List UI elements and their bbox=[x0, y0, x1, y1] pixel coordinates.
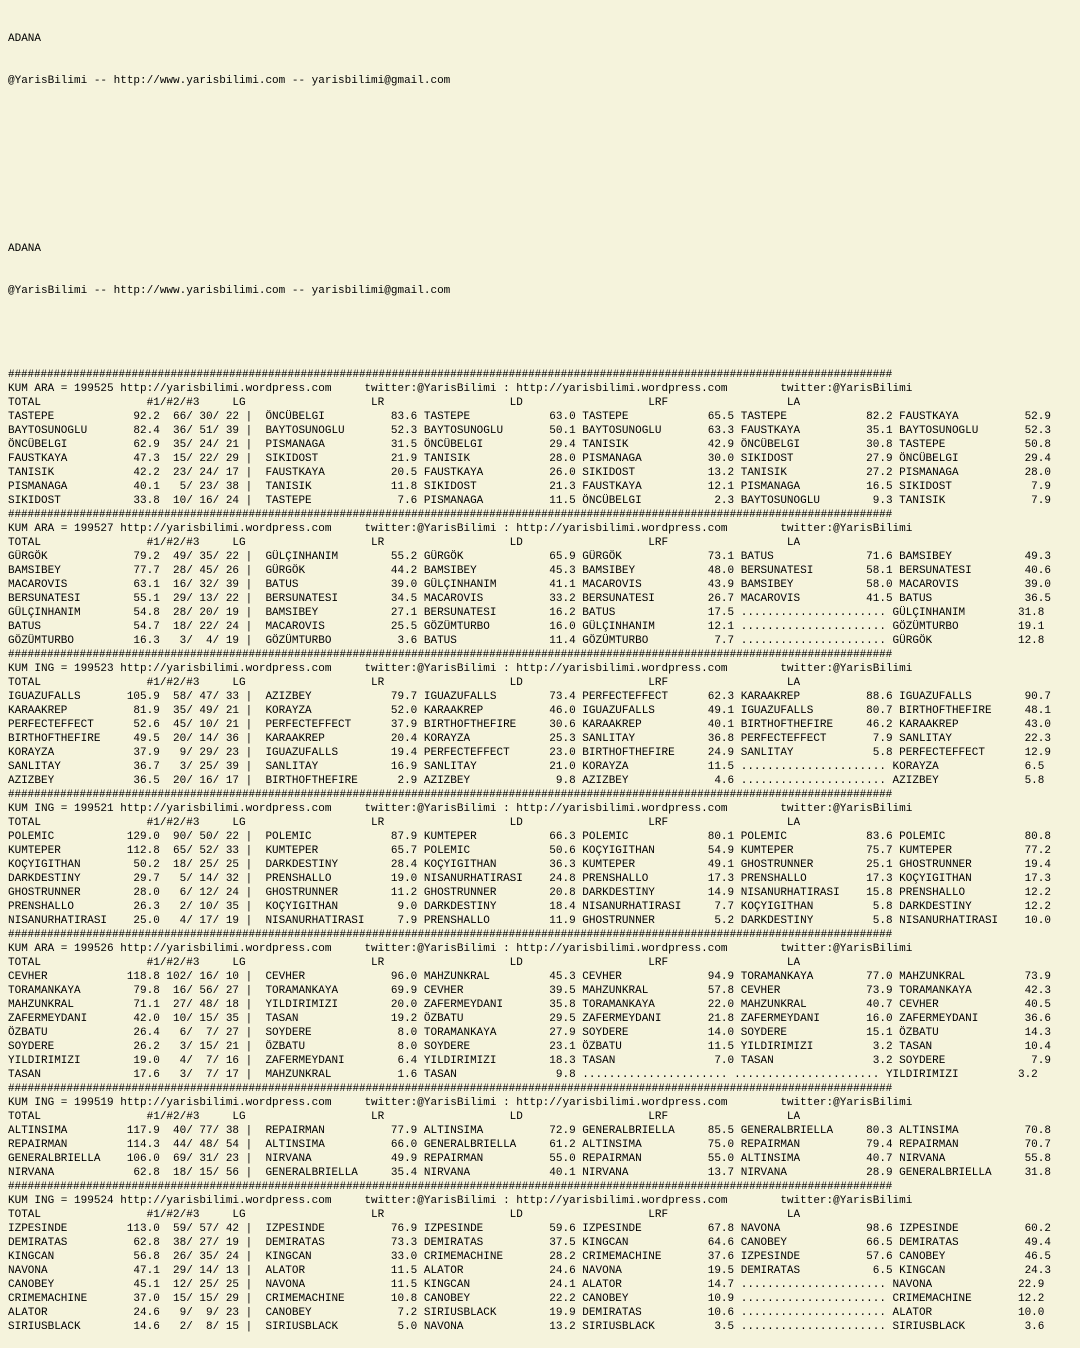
separator-line: ######################################################################################################################################## bbox=[8, 1181, 893, 1193]
table-row: YILDIRIMIZI 19.0 4/ 7/ 16 | ZAFERMEYDANI 6.4 YILDIRIMIZI 18.3 TASAN 7.0 TASAN 3.2 SOYDERE 7.9 bbox=[8, 1055, 1051, 1067]
table-row: DARKDESTINY 29.7 5/ 14/ 32 | PRENSHALLO 19.0 NISANURHATIRASI 24.8 PRENSHALLO 17.3 PRENSHALLO 17.3 KOÇYIGITHAN 17.3 bbox=[8, 873, 1051, 885]
table-row: IZPESINDE 113.0 59/ 57/ 42 | IZPESINDE 76.9 IZPESINDE 59.6 IZPESINDE 67.8 NAVONA 98.6 IZPESINDE 60.2 bbox=[8, 1223, 1051, 1235]
table-row: SIKIDOST 33.8 10/ 16/ 24 | TASTEPE 7.6 PISMANAGA 11.5 ÖNCÜBELGI 2.3 BAYTOSUNOGLU 9.3 TANISIK 7.9 bbox=[8, 495, 1051, 507]
race-tables bbox=[8, 368, 1080, 1334]
spacer bbox=[8, 116, 1080, 130]
header-title: ADANA bbox=[8, 33, 42, 45]
table-row: AZIZBEY 36.5 20/ 16/ 17 | BIRTHOFTHEFIRE 2.9 AZIZBEY 9.8 AZIZBEY 4.6 ...................... AZIZBEY 5.8 bbox=[8, 775, 1045, 787]
table-row: DEMIRATAS 62.8 38/ 27/ 19 | DEMIRATAS 73.3 DEMIRATAS 37.5 KINGCAN 64.6 CANOBEY 66.5 DEMIRATAS 49.4 bbox=[8, 1237, 1051, 1249]
column-headers: TOTAL #1/#2/#3 LG LR LD LRF LA bbox=[8, 957, 801, 969]
table-row: MAHZUNKRAL 71.1 27/ 48/ 18 | YILDIRIMIZI 20.0 ZAFERMEYDANI 35.8 TORAMANKAYA 22.0 MAHZUNKRAL 40.7 CEVHER 40.5 bbox=[8, 999, 1051, 1011]
race-header: KUM ARA = 199527 http://yarisbilimi.wordpress.com twitter:@YarisBilimi : http://yarisbilimi.wordpress.com twitter:@YarisBilimi bbox=[8, 523, 913, 535]
separator-line: ######################################################################################################################################## bbox=[8, 1083, 893, 1095]
table-row: GÜRGÖK 79.2 49/ 35/ 22 | GÜLÇINHANIM 55.2 GÜRGÖK 65.9 GÜRGÖK 73.1 BATUS 71.6 BAMSIBEY 49.3 bbox=[8, 551, 1051, 563]
table-row: PRENSHALLO 26.3 2/ 10/ 35 | KOÇYIGITHAN 9.0 DARKDESTINY 18.4 NISANURHATIRASI 7.7 KOÇYIGITHAN 5.8 DARKDESTINY 12.2 bbox=[8, 901, 1051, 913]
table-row: GÖZÜMTURBO 16.3 3/ 4/ 19 | GÖZÜMTURBO 3.6 BATUS 11.4 GÖZÜMTURBO 7.7 ...................... GÜRGÖK 12.8 bbox=[8, 635, 1045, 647]
table-row: ÖZBATU 26.4 6/ 7/ 27 | SOYDERE 8.0 TORAMANKAYA 27.9 SOYDERE 14.0 SOYDERE 15.1 ÖZBATU 14.3 bbox=[8, 1027, 1051, 1039]
separator-line: ######################################################################################################################################## bbox=[8, 789, 893, 801]
table-row: PERFECTEFFECT 52.6 45/ 10/ 21 | PERFECTEFFECT 37.9 BIRTHOFTHEFIRE 30.6 KARAAKREP 40.1 BIRTHOFTHEFIRE 46.2 KARAAKREP 43.0 bbox=[8, 719, 1051, 731]
separator-line: ######################################################################################################################################## bbox=[8, 929, 893, 941]
header-contact-repeat: @YarisBilimi -- http://www.yarisbilimi.com -- yarisbilimi@gmail.com bbox=[8, 285, 451, 297]
table-row: IGUAZUFALLS 105.9 58/ 47/ 33 | AZIZBEY 79.7 IGUAZUFALLS 73.4 PERFECTEFFECT 62.3 KARAAKREP 88.6 IGUAZUFALLS 90.7 bbox=[8, 691, 1051, 703]
table-row: KARAAKREP 81.9 35/ 49/ 21 | KORAYZA 52.0 KARAAKREP 46.0 IGUAZUFALLS 49.1 IGUAZUFALLS 80.7 BIRTHOFTHEFIRE 48.1 bbox=[8, 705, 1051, 717]
column-headers: TOTAL #1/#2/#3 LG LR LD LRF LA bbox=[8, 677, 801, 689]
separator-line: ######################################################################################################################################## bbox=[8, 649, 893, 661]
table-row: TORAMANKAYA 79.8 16/ 56/ 27 | TORAMANKAYA 69.9 CEVHER 39.5 MAHZUNKRAL 57.8 CEVHER 73.9 TORAMANKAYA 42.3 bbox=[8, 985, 1051, 997]
table-row: BAMSIBEY 77.7 28/ 45/ 26 | GÜRGÖK 44.2 BAMSIBEY 45.3 BAMSIBEY 48.0 BERSUNATESI 58.1 BERSUNATESI 40.6 bbox=[8, 565, 1051, 577]
race-header: KUM ING = 199521 http://yarisbilimi.wordpress.com twitter:@YarisBilimi : http://yarisbilimi.wordpress.com twitter:@YarisBilimi bbox=[8, 803, 913, 815]
table-row: REPAIRMAN 114.3 44/ 48/ 54 | ALTINSIMA 66.0 GENERALBRIELLA 61.2 ALTINSIMA 75.0 REPAIRMAN 79.4 REPAIRMAN 70.7 bbox=[8, 1139, 1051, 1151]
table-row: ZAFERMEYDANI 42.0 10/ 15/ 35 | TASAN 19.2 ÖZBATU 29.5 ZAFERMEYDANI 21.8 ZAFERMEYDANI 16.0 ZAFERMEYDANI 36.6 bbox=[8, 1013, 1051, 1025]
separator-line: ######################################################################################################################################## bbox=[8, 509, 893, 521]
table-row: CANOBEY 45.1 12/ 25/ 25 | NAVONA 11.5 KINGCAN 24.1 ALATOR 14.7 ...................... NAVONA 22.9 bbox=[8, 1279, 1045, 1291]
table-row: BAYTOSUNOGLU 82.4 36/ 51/ 39 | BAYTOSUNOGLU 52.3 BAYTOSUNOGLU 50.1 BAYTOSUNOGLU 63.3 FAUSTKAYA 35.1 BAYTOSUNOGLU 52.3 bbox=[8, 425, 1051, 437]
table-row: FAUSTKAYA 47.3 15/ 22/ 29 | SIKIDOST 21.9 TANISIK 28.0 PISMANAGA 30.0 SIKIDOST 27.9 ÖNCÜBELGI 29.4 bbox=[8, 453, 1051, 465]
table-row: NIRVANA 62.8 18/ 15/ 56 | GENERALBRIELLA 35.4 NIRVANA 40.1 NIRVANA 13.7 NIRVANA 28.9 GENERALBRIELLA 31.8 bbox=[8, 1167, 1051, 1179]
race-header: KUM ING = 199519 http://yarisbilimi.wordpress.com twitter:@YarisBilimi : http://yarisbilimi.wordpress.com twitter:@YarisBilimi bbox=[8, 1097, 913, 1109]
race-header: KUM ING = 199524 http://yarisbilimi.wordpress.com twitter:@YarisBilimi : http://yarisbilimi.wordpress.com twitter:@YarisBilimi bbox=[8, 1195, 913, 1207]
header-title-repeat: ADANA bbox=[8, 243, 42, 255]
table-row: TASTEPE 92.2 66/ 30/ 22 | ÖNCÜBELGI 83.6 TASTEPE 63.0 TASTEPE 65.5 TASTEPE 82.2 FAUSTKAYA 52.9 bbox=[8, 411, 1051, 423]
table-row: PISMANAGA 40.1 5/ 23/ 38 | TANISIK 11.8 SIKIDOST 21.3 FAUSTKAYA 12.1 PISMANAGA 16.5 SIKIDOST 7.9 bbox=[8, 481, 1051, 493]
column-headers: TOTAL #1/#2/#3 LG LR LD LRF LA bbox=[8, 397, 801, 409]
table-row: TASAN 17.6 3/ 7/ 17 | MAHZUNKRAL 1.6 TASAN 9.8 ...................... ...................... YILDIRIMIZI 3.2 bbox=[8, 1069, 1038, 1081]
table-row: GÜLÇINHANIM 54.8 28/ 20/ 19 | BAMSIBEY 27.1 BERSUNATESI 16.2 BATUS 17.5 ...................... GÜLÇINHANIM 31.8 bbox=[8, 607, 1045, 619]
table-row: ALATOR 24.6 9/ 9/ 23 | CANOBEY 7.2 SIRIUSBLACK 19.9 DEMIRATAS 10.6 ...................... ALATOR 10.0 bbox=[8, 1307, 1045, 1319]
column-headers: TOTAL #1/#2/#3 LG LR LD LRF LA bbox=[8, 1111, 801, 1123]
table-row: ALTINSIMA 117.9 40/ 77/ 38 | REPAIRMAN 77.9 ALTINSIMA 72.9 GENERALBRIELLA 85.5 GENERALBRIELLA 80.3 ALTINSIMA 70.8 bbox=[8, 1125, 1051, 1137]
spacer bbox=[8, 326, 1080, 340]
header-contact: @YarisBilimi -- http://www.yarisbilimi.com -- yarisbilimi@gmail.com bbox=[8, 75, 451, 87]
table-row: SANLITAY 36.7 3/ 25/ 39 | SANLITAY 16.9 SANLITAY 21.0 KORAYZA 11.5 ...................... KORAYZA 6.5 bbox=[8, 761, 1045, 773]
separator-line: ######################################################################################################################################## bbox=[8, 369, 893, 381]
table-row: SOYDERE 26.2 3/ 15/ 21 | ÖZBATU 8.0 SOYDERE 23.1 ÖZBATU 11.5 YILDIRIMIZI 3.2 TASAN 10.4 bbox=[8, 1041, 1051, 1053]
table-row: BIRTHOFTHEFIRE 49.5 20/ 14/ 36 | KARAAKREP 20.4 KORAYZA 25.3 SANLITAY 36.8 PERFECTEFFECT 7.9 SANLITAY 22.3 bbox=[8, 733, 1051, 745]
table-row: POLEMIC 129.0 90/ 50/ 22 | POLEMIC 87.9 KUMTEPER 66.3 POLEMIC 80.1 POLEMIC 83.6 POLEMIC 80.8 bbox=[8, 831, 1051, 843]
race-header: KUM ARA = 199525 http://yarisbilimi.wordpress.com twitter:@YarisBilimi : http://yarisbilimi.wordpress.com twitter:@YarisBilimi bbox=[8, 383, 913, 395]
table-row: BERSUNATESI 55.1 29/ 13/ 22 | BERSUNATESI 34.5 MACAROVIS 33.2 BERSUNATESI 26.7 MACAROVIS 41.5 BATUS 36.5 bbox=[8, 593, 1051, 605]
results-document bbox=[8, 4, 1080, 1348]
table-row: KOÇYIGITHAN 50.2 18/ 25/ 25 | DARKDESTINY 28.4 KOÇYIGITHAN 36.3 KUMTEPER 49.1 GHOSTRUNNER 25.1 GHOSTRUNNER 19.4 bbox=[8, 859, 1051, 871]
table-row: BATUS 54.7 18/ 22/ 24 | MACAROVIS 25.5 GÖZÜMTURBO 16.0 GÜLÇINHANIM 12.1 ...................... GÖZÜMTURBO 19.1 bbox=[8, 621, 1045, 633]
column-headers: TOTAL #1/#2/#3 LG LR LD LRF LA bbox=[8, 817, 801, 829]
table-row: KINGCAN 56.8 26/ 35/ 24 | KINGCAN 33.0 CRIMEMACHINE 28.2 CRIMEMACHINE 37.6 IZPESINDE 57.6 CANOBEY 46.5 bbox=[8, 1251, 1051, 1263]
column-headers: TOTAL #1/#2/#3 LG LR LD LRF LA bbox=[8, 537, 801, 549]
race-header: KUM ARA = 199526 http://yarisbilimi.wordpress.com twitter:@YarisBilimi : http://yarisbilimi.wordpress.com twitter:@YarisBilimi bbox=[8, 943, 913, 955]
table-row: NAVONA 47.1 29/ 14/ 13 | ALATOR 11.5 ALATOR 24.6 NAVONA 19.5 DEMIRATAS 6.5 KINGCAN 24.3 bbox=[8, 1265, 1051, 1277]
table-row: KUMTEPER 112.8 65/ 52/ 33 | KUMTEPER 65.7 POLEMIC 50.6 KOÇYIGITHAN 54.9 KUMTEPER 75.7 KUMTEPER 77.2 bbox=[8, 845, 1051, 857]
column-headers: TOTAL #1/#2/#3 LG LR LD LRF LA bbox=[8, 1209, 801, 1221]
spacer bbox=[8, 200, 1080, 214]
spacer bbox=[8, 158, 1080, 172]
table-row: ÖNCÜBELGI 62.9 35/ 24/ 21 | PISMANAGA 31.5 ÖNCÜBELGI 29.4 TANISIK 42.9 ÖNCÜBELGI 30.8 TASTEPE 50.8 bbox=[8, 439, 1051, 451]
table-row: TANISIK 42.2 23/ 24/ 17 | FAUSTKAYA 20.5 FAUSTKAYA 26.0 SIKIDOST 13.2 TANISIK 27.2 PISMANAGA 28.0 bbox=[8, 467, 1051, 479]
table-row: KORAYZA 37.9 9/ 29/ 23 | IGUAZUFALLS 19.4 PERFECTEFFECT 23.0 BIRTHOFTHEFIRE 24.9 SANLITAY 5.8 PERFECTEFFECT 12.9 bbox=[8, 747, 1051, 759]
table-row: MACAROVIS 63.1 16/ 32/ 39 | BATUS 39.0 GÜLÇINHANIM 41.1 MACAROVIS 43.9 BAMSIBEY 58.0 MACAROVIS 39.0 bbox=[8, 579, 1051, 591]
table-row: CRIMEMACHINE 37.0 15/ 15/ 29 | CRIMEMACHINE 10.8 CANOBEY 22.2 CANOBEY 10.9 ...................... CRIMEMACHINE 12.2 bbox=[8, 1293, 1045, 1305]
table-row: GENERALBRIELLA 106.0 69/ 31/ 23 | NIRVANA 49.9 REPAIRMAN 55.0 REPAIRMAN 55.0 ALTINSIMA 40.7 NIRVANA 55.8 bbox=[8, 1153, 1051, 1165]
table-row: NISANURHATIRASI 25.0 4/ 17/ 19 | NISANURHATIRASI 7.9 PRENSHALLO 11.9 GHOSTRUNNER 5.2 DARKDESTINY 5.8 NISANURHATIRASI 10.0 bbox=[8, 915, 1051, 927]
table-row: SIRIUSBLACK 14.6 2/ 8/ 15 | SIRIUSBLACK 5.0 NAVONA 13.2 SIRIUSBLACK 3.5 ...................... SIRIUSBLACK 3.6 bbox=[8, 1321, 1045, 1333]
table-row: GHOSTRUNNER 28.0 6/ 12/ 24 | GHOSTRUNNER 11.2 GHOSTRUNNER 20.8 DARKDESTINY 14.9 NISANURHATIRASI 15.8 PRENSHALLO 12.2 bbox=[8, 887, 1051, 899]
table-row: CEVHER 118.8 102/ 16/ 10 | CEVHER 96.0 MAHZUNKRAL 45.3 CEVHER 94.9 TORAMANKAYA 77.0 MAHZUNKRAL 73.9 bbox=[8, 971, 1051, 983]
race-header: KUM ING = 199523 http://yarisbilimi.wordpress.com twitter:@YarisBilimi : http://yarisbilimi.wordpress.com twitter:@YarisBilimi bbox=[8, 663, 913, 675]
